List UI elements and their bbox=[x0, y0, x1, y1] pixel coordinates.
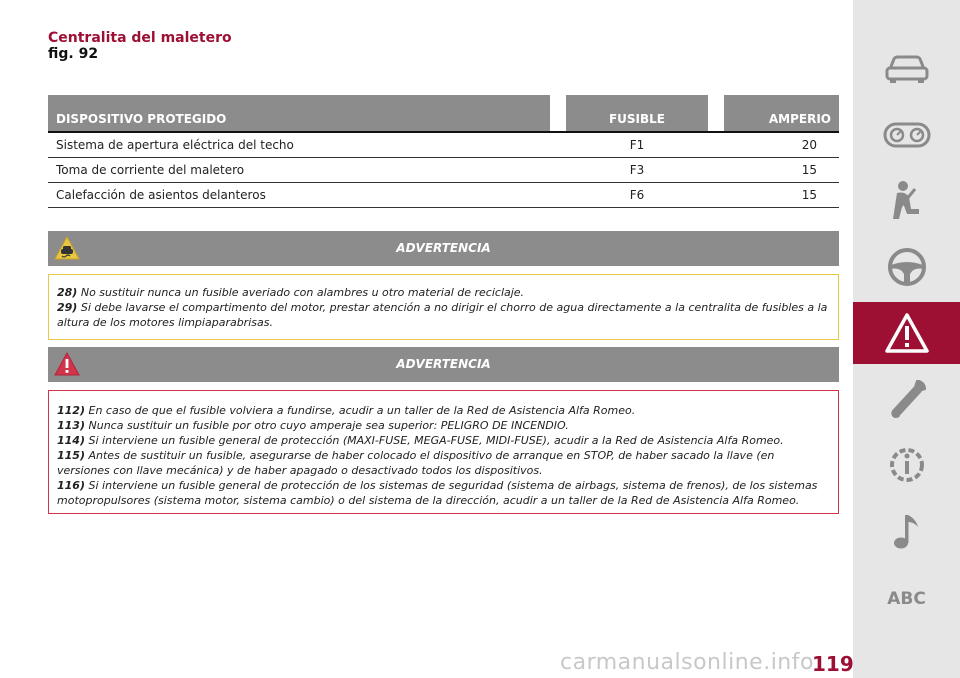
header-amperage: AMPERIO bbox=[724, 95, 839, 132]
warning-item: 115) Antes de sustituir un fusible, asegurarse de haber colocado el dispositivo de arranque en STOP, de haber sacado la llave (en versiones con llave mecánica) y de haber apagado o desactivado todos los dispositivos. bbox=[57, 449, 775, 477]
cell-device: Toma de corriente del maletero bbox=[48, 158, 550, 183]
cell-fuse: F3 bbox=[566, 158, 708, 183]
fuse-table bbox=[48, 95, 839, 208]
warning-title: ADVERTENCIA bbox=[396, 357, 491, 371]
seatbelt-passenger-icon[interactable] bbox=[853, 170, 960, 232]
table-row bbox=[48, 132, 839, 158]
warning-item: 28) No sustituir nunca un fusible averiado con alambres u otro material de reciclaje. bbox=[57, 286, 525, 299]
cell-device: Sistema de apertura eléctrica del techo bbox=[48, 132, 550, 158]
steering-wheel-icon[interactable] bbox=[853, 236, 960, 298]
wrench-icon[interactable] bbox=[853, 368, 960, 430]
index-abc-button[interactable] bbox=[853, 568, 960, 630]
warning-item: 116) Si interviene un fusible general de protección de los sistemas de seguridad (sistema de airbags, sistema de frenos), de los sistemas motopropulsores (sistema motor, sistema cambio) o del sistema de la dirección, acudir a un taller de la Red de Asistencia Alfa Romeo. bbox=[57, 479, 818, 507]
cell-amperage: 15 bbox=[724, 183, 839, 208]
section-heading bbox=[48, 30, 232, 62]
page-number: 119 bbox=[812, 652, 854, 676]
table-row bbox=[48, 158, 839, 183]
warning-item: 114) Si interviene un fusible general de protección (MAXI-FUSE, MEGA-FUSE, MIDI-FUSE), acudir a la Red de Asistencia Alfa Romeo. bbox=[57, 434, 784, 447]
warning-title: ADVERTENCIA bbox=[396, 241, 491, 255]
warning-item: 29) Si debe lavarse el compartimento del motor, prestar atención a no dirigir el chorro de agua directamente a la centralita de fusibles a la altura de los motores limpiaparabrisas. bbox=[57, 301, 828, 329]
info-gear-icon[interactable] bbox=[853, 434, 960, 496]
table-row bbox=[48, 183, 839, 208]
cell-amperage: 20 bbox=[724, 132, 839, 158]
dashboard-gauges-icon[interactable] bbox=[853, 104, 960, 166]
table-header-row bbox=[48, 95, 839, 132]
cell-fuse: F1 bbox=[566, 132, 708, 158]
abc-label: ABC bbox=[887, 589, 926, 609]
cell-fuse: F6 bbox=[566, 183, 708, 208]
warning-header bbox=[48, 347, 839, 382]
warning-header bbox=[48, 231, 839, 266]
warning-item: 112) En caso de que el fusible volviera a fundirse, acudir a un taller de la Red de Asistencia Alfa Romeo. bbox=[57, 404, 636, 417]
music-note-icon[interactable] bbox=[853, 500, 960, 562]
header-device: DISPOSITIVO PROTEGIDO bbox=[48, 95, 550, 132]
car-icon[interactable] bbox=[853, 38, 960, 100]
header-fuse: FUSIBLE bbox=[566, 95, 708, 132]
warning-box bbox=[48, 274, 839, 340]
cell-device: Calefacción de asientos delanteros bbox=[48, 183, 550, 208]
figure-reference: fig. 92 bbox=[48, 46, 99, 62]
watermark: carmanualsonline.info bbox=[560, 650, 814, 675]
warning-box bbox=[48, 390, 839, 514]
chapter-sidebar bbox=[853, 0, 960, 678]
warning-item: 113) Nunca sustituir un fusible por otro cuyo amperaje sea superior: PELIGRO DE INCENDIO. bbox=[57, 419, 569, 432]
cell-amperage: 15 bbox=[724, 158, 839, 183]
warning-triangle-icon[interactable] bbox=[853, 302, 960, 364]
section-title: Centralita del maletero bbox=[48, 30, 232, 46]
